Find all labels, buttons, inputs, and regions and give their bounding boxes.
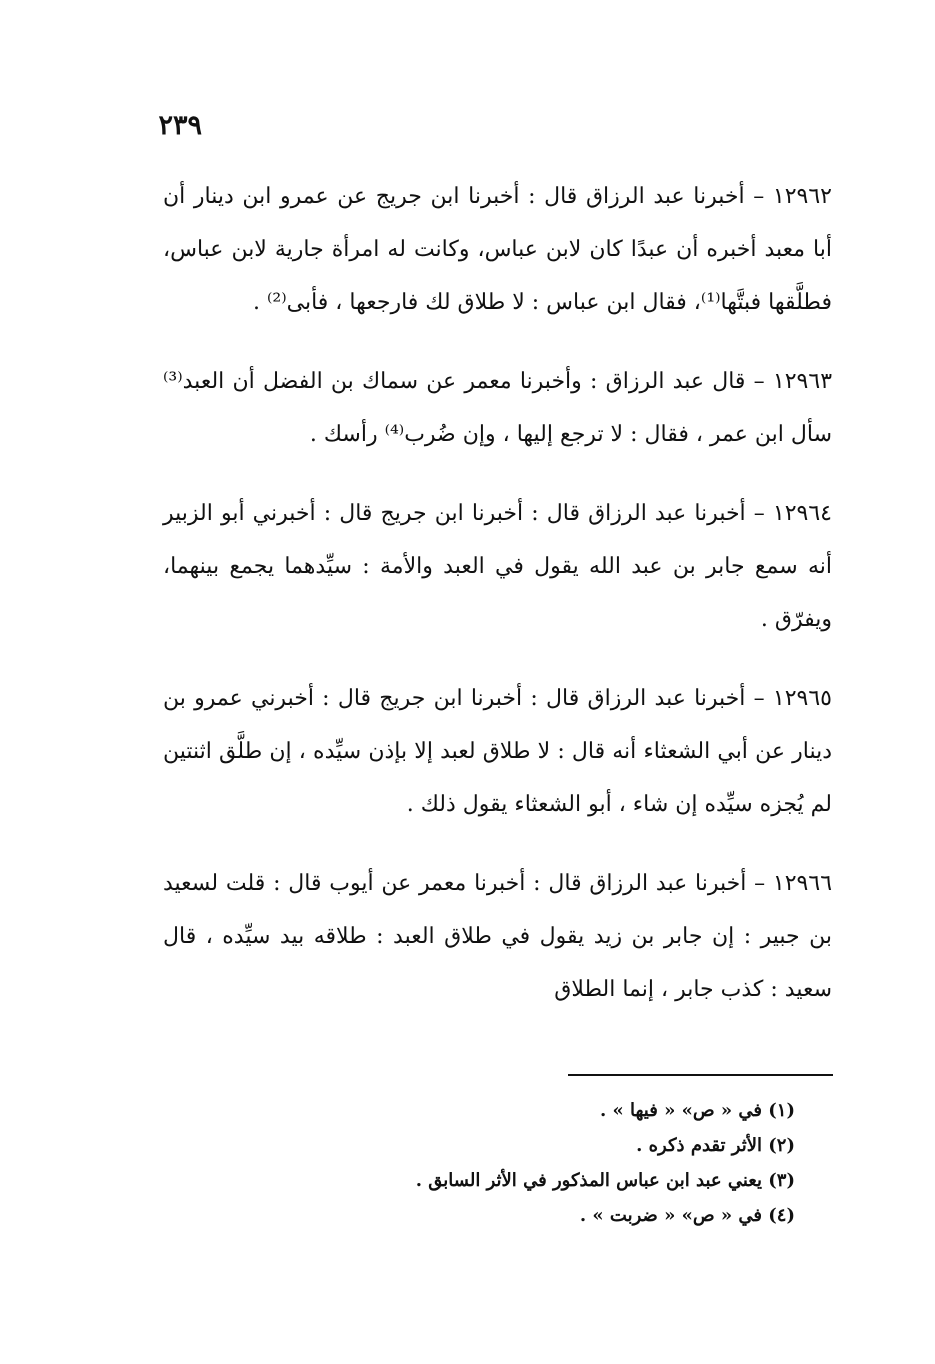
footnotes: [295, 1093, 795, 1233]
hadith-paragraph: [163, 355, 832, 461]
footnote-item: (٢) الأثر تقدم ذكره .: [636, 1135, 795, 1156]
dash-separator: –: [745, 686, 765, 711]
dash-separator: –: [745, 369, 765, 394]
footnote-item: (١) في « ص» « فيها » .: [599, 1100, 795, 1121]
dash-separator: –: [744, 184, 765, 209]
dash-separator: –: [746, 871, 766, 896]
hadith-number: ١٢٩٦٣: [772, 369, 833, 394]
hadith-paragraph: [163, 487, 832, 646]
hadith-number: ١٢٩٦٦: [772, 871, 833, 896]
hadith-text: قال عبد الرزاق : وأخبرنا معمر عن سماك بن الفضل أن العبد⁽³⁾ سأل ابن عمر ، فقال : لا ترجع إليها ، وإن ضُرب⁽⁴⁾ رأسك .: [163, 369, 832, 447]
hadith-number: ١٢٩٦٢: [772, 184, 832, 209]
footnote-item: (٣) يعني عبد ابن عباس المذكور في الأثر السابق .: [415, 1170, 795, 1191]
main-text: [163, 170, 832, 1042]
page-number: ٢٣٩: [158, 110, 202, 141]
hadith-text: أخبرنا عبد الرزاق قال : أخبرنا معمر عن أيوب قال : قلت لسعيد بن جبير : إن جابر بن زيد يقول في طلاق العبد : طلاقه بيد سيِّده ، قال سعيد : كذب جابر ، إنما الطلاق: [163, 871, 832, 1002]
dash-separator: –: [745, 501, 765, 526]
hadith-number: ١٢٩٦٤: [772, 501, 832, 526]
hadith-number: ١٢٩٦٥: [772, 686, 832, 711]
hadith-paragraph: [163, 170, 832, 329]
hadith-text: أخبرنا عبد الرزاق قال : أخبرنا ابن جريج قال : أخبرني أبو الزبير أنه سمع جابر بن عبد الله يقول في العبد والأمة : سيِّدهما يجمع بينهما، ويفرّق .: [163, 501, 832, 632]
hadith-paragraph: [163, 857, 832, 1016]
hadith-text: أخبرنا عبد الرزاق قال : أخبرنا ابن جريج عن عمرو ابن دينار أن أبا معبد أخبره أن عبدًا كان لابن عباس، وكانت له امرأة جارية لابن عباس، فطلَّقها فبتَّها⁽¹⁾، فقال ابن عباس : لا طلاق لك فارجعها ، فأبى⁽²⁾ .: [163, 184, 832, 315]
footnote-item: (٤) في « ص» « ضربت » .: [579, 1205, 795, 1226]
hadith-paragraph: [163, 672, 832, 831]
hadith-text: أخبرنا عبد الرزاق قال : أخبرنا ابن جريج قال : أخبرني عمرو بن دينار عن أبي الشعثاء أنه قال : لا طلاق لعبد إلا بإذن سيِّده ، إن طلَّق اثنتين لم يُجزه سيِّده إن شاء ، أبو الشعثاء يقول ذلك .: [163, 686, 832, 817]
footnote-divider: [568, 1074, 833, 1076]
